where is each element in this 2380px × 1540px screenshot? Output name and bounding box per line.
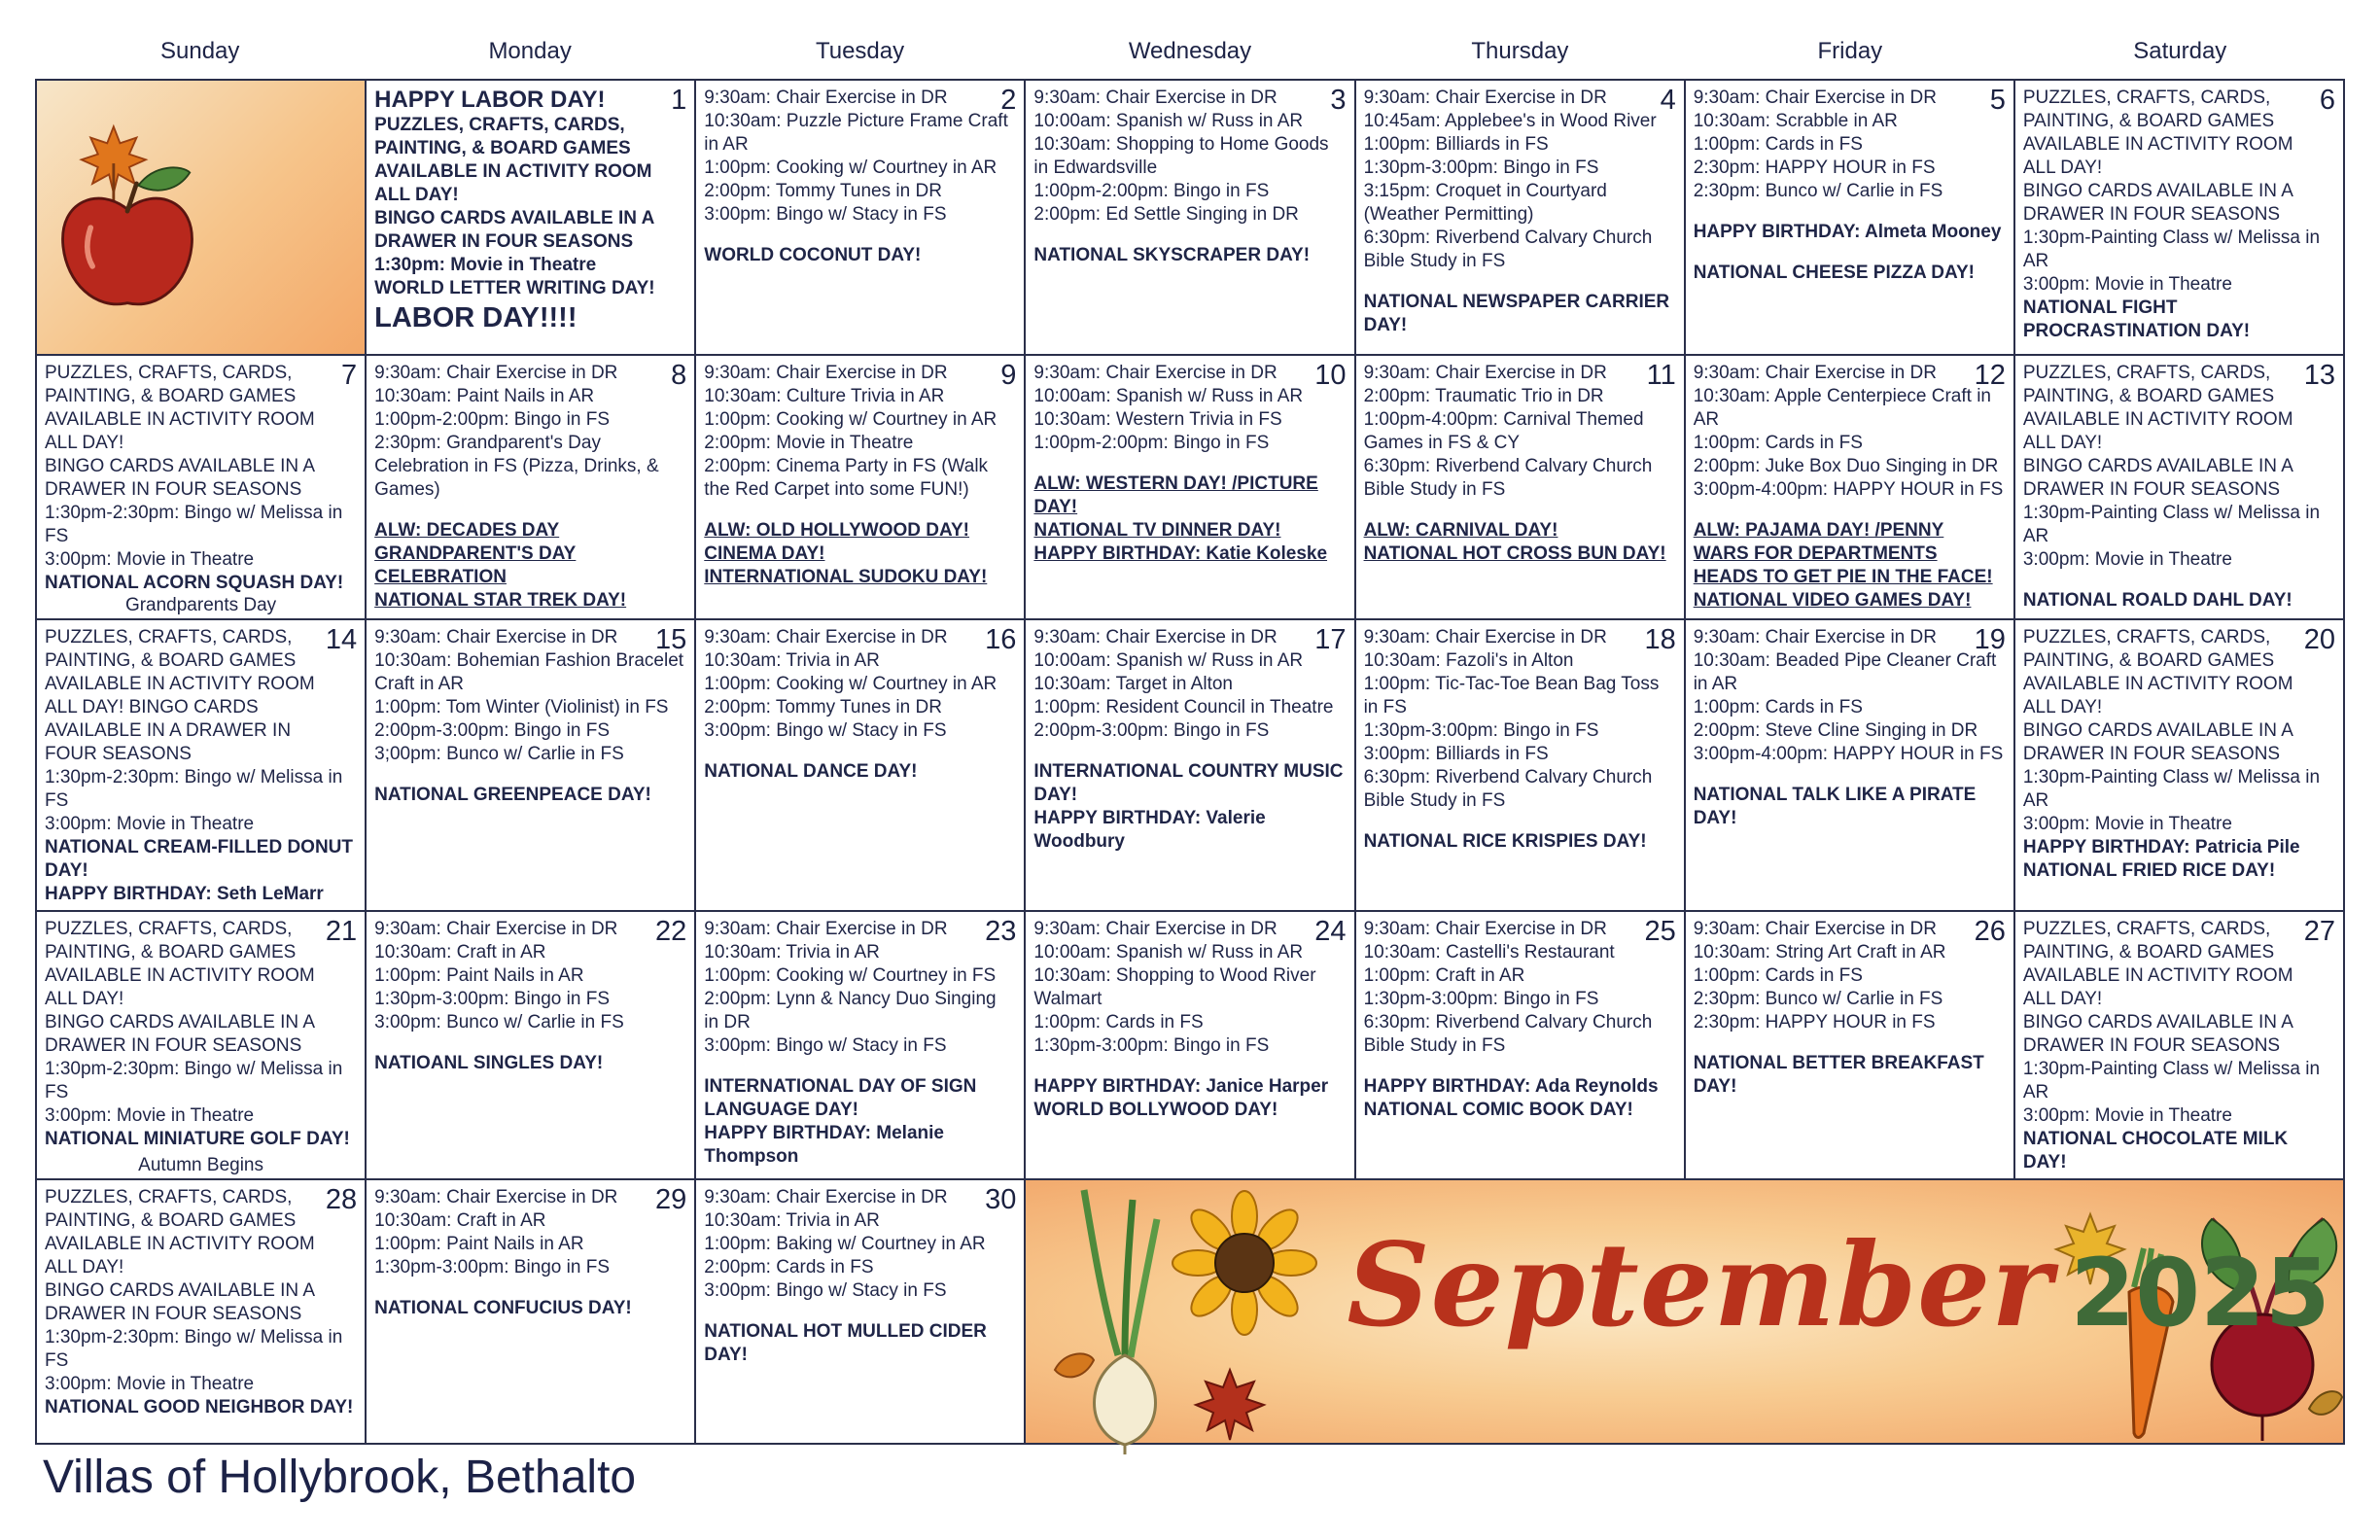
spacer	[374, 1279, 686, 1297]
event-line: 9:30am: Chair Exercise in DR	[1033, 627, 1278, 648]
onion-icon	[1084, 1190, 1157, 1454]
day-cell	[1026, 620, 1355, 912]
event-line: 9:30am: Chair Exercise in DR	[1363, 88, 1607, 108]
weekday-wednesday: Wednesday	[1128, 38, 1252, 64]
event-line: HAPPY BIRTHDAY: Janice Harper	[1033, 1076, 1329, 1098]
day-number: 26	[1974, 916, 2006, 948]
event-line: 9:30am: Chair Exercise in DR	[1033, 363, 1278, 384]
event-line: 10:30am: Puzzle Picture Frame Craft in AR	[704, 111, 1008, 155]
event-line: 3:00pm: Bingo w/ Stacy in FS	[704, 1280, 947, 1302]
day-cell	[696, 912, 1026, 1180]
event-line: 1:00pm-2:00pm: Bingo in FS	[374, 409, 610, 431]
day-cell	[1686, 356, 2015, 620]
event-line: 10:30am: String Art Craft in AR	[1693, 942, 1946, 963]
event-line: 2:00pm: Ed Settle Singing in DR	[1033, 204, 1299, 225]
day-number: 12	[1974, 360, 2006, 392]
event-line: NATIONAL ACORN SQUASH DAY!	[45, 573, 344, 594]
day-number: 15	[655, 624, 687, 656]
event-line: 1:00pm: Cooking w/ Courtney in AR	[704, 158, 998, 178]
event-line: 9:30am: Chair Exercise in DR	[1363, 627, 1607, 648]
day-number: 11	[1646, 360, 1676, 392]
event-line: 1:00pm: Billiards in FS	[1363, 134, 1549, 155]
event-line: 1:30pm-2:30pm: Bingo w/ Melissa in FS	[45, 767, 343, 812]
day-cell	[367, 912, 696, 1180]
event-line: BINGO CARDS AVAILABLE IN A DRAWER IN FOUR SEASONS	[45, 1012, 315, 1057]
event-line: 1:30pm-2:30pm: Bingo w/ Melissa in FS	[45, 1059, 343, 1103]
day-cell	[367, 356, 696, 620]
day-cell	[1356, 912, 1686, 1180]
day-cell	[37, 356, 367, 620]
event-line: 9:30am: Chair Exercise in DR	[1693, 627, 1937, 648]
event-line: NATIONAL TV DINNER DAY!	[1033, 520, 1281, 542]
event-line: 10:30am: Craft in AR	[374, 942, 546, 963]
event-line: 2:30pm: Bunco w/ Carlie in FS	[1693, 181, 1943, 201]
spacer	[1033, 1058, 1346, 1075]
event-line: NATIONAL GREENPEACE DAY!	[374, 785, 651, 806]
day-number: 18	[1644, 624, 1676, 656]
day-cell	[367, 620, 696, 912]
event-line: HAPPY BIRTHDAY: Katie Koleske	[1033, 543, 1328, 565]
event-line: 2:30pm: HAPPY HOUR in FS	[1693, 158, 1936, 178]
event-line: 9:30am: Chair Exercise in DR	[704, 627, 948, 648]
event-line: 10:30am: Craft in AR	[374, 1210, 546, 1232]
event-line: HAPPY BIRTHDAY: Ada Reynolds	[1363, 1076, 1659, 1098]
weekday-tuesday: Tuesday	[815, 38, 905, 64]
event-line: 1:00pm: Cards in FS	[1693, 965, 1863, 987]
event-line: 9:30am: Chair Exercise in DR	[374, 363, 618, 384]
event-line: BINGO CARDS AVAILABLE IN A DRAWER IN FOUR SEASONS	[2022, 456, 2292, 501]
event-line: 10:30am: Culture Trivia in AR	[704, 386, 945, 407]
event-line: 1:00pm: Baking w/ Courtney in AR	[704, 1234, 986, 1255]
event-line: 9:30am: Chair Exercise in DR	[1033, 88, 1278, 108]
day-cell	[696, 356, 1026, 620]
event-line: 9:30am: Chair Exercise in DR	[1693, 363, 1937, 384]
observance-label: Autumn Begins	[138, 1155, 263, 1176]
day-number: 6	[2319, 85, 2335, 116]
event-line: 2:30pm: HAPPY HOUR in FS	[1693, 1012, 1936, 1033]
day-cell	[1026, 81, 1355, 356]
event-line: PUZZLES, CRAFTS, CARDS, PAINTING, & BOARD GAMES AVAILABLE IN ACTIVITY ROOM ALL DAY! BINGO CARDS AVAILABLE IN A DRAWER IN FOUR SEASONS	[45, 627, 315, 765]
maple-leaf-icon	[82, 126, 146, 209]
event-line: NATIONAL FIGHT PROCRASTINATION DAY!	[2022, 298, 2251, 341]
event-line: GRANDPARENT'S DAY CELEBRATION	[374, 543, 577, 588]
event-line: 2:00pm: Traumatic Trio in DR	[1363, 386, 1604, 407]
event-line: BINGO CARDS AVAILABLE IN A DRAWER IN FOUR SEASONS	[2022, 1012, 2292, 1057]
event-line: INTERNATIONAL SUDOKU DAY!	[704, 567, 988, 588]
day-number: 10	[1314, 360, 1347, 392]
event-line: HAPPY BIRTHDAY: Melanie Thompson	[704, 1123, 944, 1168]
event-line: 1:30pm-3:00pm: Bingo in FS	[374, 989, 610, 1010]
calendar-grid	[35, 79, 2345, 1445]
event-line: HAPPY BIRTHDAY: Almeta Mooney	[1693, 222, 2002, 242]
day-number: 1	[671, 85, 687, 116]
day-number: 21	[325, 916, 358, 948]
event-line: 1:00pm: Resident Council in Theatre	[1033, 697, 1334, 718]
sunflower-icon	[1172, 1191, 1316, 1335]
event-line: 10:30am: Target in Alton	[1033, 674, 1233, 695]
event-line: 10:30am: Fazoli's in Alton	[1363, 650, 1574, 672]
event-line: ALW: CARNIVAL DAY!	[1363, 520, 1558, 542]
spacer	[374, 766, 686, 784]
event-line: 1:30pm-3:00pm: Bingo in FS	[1033, 1035, 1270, 1057]
spacer	[1694, 203, 2006, 221]
event-line: PUZZLES, CRAFTS, CARDS, PAINTING, & BOARD GAMES AVAILABLE IN ACTIVITY ROOM ALL DAY!	[2022, 919, 2293, 1010]
day-number: 30	[985, 1184, 1017, 1216]
day-cell	[37, 620, 367, 912]
day-cell	[1026, 356, 1355, 620]
day-cell	[1686, 620, 2015, 912]
day-cell	[696, 1180, 1026, 1445]
apple-illustration	[45, 87, 357, 350]
event-line: 6:30pm: Riverbend Calvary Church Bible Study in FS	[1363, 456, 1653, 501]
day-number: 19	[1974, 624, 2006, 656]
event-line: NATIONAL FRIED RICE DAY!	[2022, 860, 2276, 882]
event-line: 3:00pm: Movie in Theatre	[2022, 814, 2232, 835]
day-cell	[2015, 620, 2345, 912]
spacer	[1694, 766, 2006, 784]
day-cell	[1356, 81, 1686, 356]
event-line: 10:30am: Scrabble in AR	[1693, 111, 1898, 131]
day-cell	[1026, 912, 1355, 1180]
spacer	[2023, 572, 2335, 589]
event-line: 3:00pm: Billiards in FS	[1363, 744, 1549, 765]
weekday-friday: Friday	[1817, 38, 1883, 64]
day-number: 20	[2303, 624, 2335, 656]
day-cell	[37, 912, 367, 1180]
event-line: CINEMA DAY!	[704, 543, 825, 565]
event-line: 1:30pm-2:30pm: Bingo w/ Melissa in FS	[45, 1327, 343, 1372]
day-cell	[1356, 620, 1686, 912]
day-number: 17	[1314, 624, 1347, 656]
day-number: 16	[985, 624, 1017, 656]
event-line: 9:30am: Chair Exercise in DR	[1363, 919, 1607, 940]
event-line: 1:00pm-4:00pm: Carnival Themed Games in FS & CY	[1363, 409, 1644, 454]
event-line: 2:00pm: Lynn & Nancy Duo Singing in DR	[704, 989, 997, 1033]
event-line: PUZZLES, CRAFTS, CARDS, PAINTING, & BOARD GAMES AVAILABLE IN ACTIVITY ROOM ALL DAY!	[45, 1187, 315, 1278]
event-line: 3:00pm: Movie in Theatre	[45, 1374, 255, 1395]
weekday-saturday: Saturday	[2133, 38, 2227, 64]
event-line: 9:30am: Chair Exercise in DR	[374, 1187, 618, 1208]
spacer	[1364, 813, 1676, 830]
event-line: PUZZLES, CRAFTS, CARDS, PAINTING, & BOARD GAMES AVAILABLE IN ACTIVITY ROOM ALL DAY!	[374, 115, 652, 205]
event-line: 1:00pm: Paint Nails in AR	[374, 1234, 584, 1255]
event-line: 10:30am: Paint Nails in AR	[374, 386, 595, 407]
event-line: 1:30pm-Painting Class w/ Melissa in AR	[2022, 228, 2321, 271]
event-line: INTERNATIONAL DAY OF SIGN LANGUAGE DAY!	[704, 1076, 977, 1121]
event-line: 3:00pm: Movie in Theatre	[2022, 1105, 2232, 1127]
event-line: 10:00am: Spanish w/ Russ in AR	[1033, 942, 1304, 963]
event-line: 1:00pm: Tic-Tac-Toe Bean Bag Toss in FS	[1363, 674, 1660, 718]
event-line: 2:00pm-3:00pm: Bingo in FS	[1033, 720, 1270, 742]
event-line: NATIONAL CONFUCIUS DAY!	[374, 1298, 632, 1319]
day-cell	[367, 1180, 696, 1445]
event-line: PUZZLES, CRAFTS, CARDS, PAINTING, & BOARD GAMES AVAILABLE IN ACTIVITY ROOM ALL DAY!	[2022, 627, 2293, 718]
event-line: 3:00pm: Movie in Theatre	[2022, 274, 2232, 295]
event-line: NATIONAL TALK LIKE A PIRATE DAY!	[1693, 785, 1977, 829]
event-line: NATIONAL HOT MULLED CIDER DAY!	[704, 1321, 987, 1366]
day-cell	[696, 81, 1026, 356]
spacer	[1694, 502, 2006, 519]
community-name: Villas of Hollybrook, Bethalto	[43, 1452, 637, 1503]
event-line: 1:30pm-3:00pm: Bingo in FS	[1363, 720, 1599, 742]
event-line: 1:00pm: Cards in FS	[1693, 134, 1863, 155]
day-number: 14	[325, 624, 358, 656]
event-line: 3:00pm: Bingo w/ Stacy in FS	[704, 720, 947, 742]
event-line: HAPPY BIRTHDAY: Seth LeMarr	[45, 884, 324, 905]
event-line: WORLD BOLLYWOOD DAY!	[1033, 1100, 1278, 1121]
observance-label: Grandparents Day	[124, 595, 277, 616]
event-line: 3:00pm: Movie in Theatre	[45, 814, 255, 835]
day-cell	[1356, 356, 1686, 620]
event-line: BINGO CARDS AVAILABLE IN A DRAWER IN FOUR SEASONS	[2022, 720, 2292, 765]
event-line: NATIOANL SINGLES DAY!	[374, 1053, 604, 1074]
event-line: 1:00pm: Cooking w/ Courtney in FS	[704, 965, 997, 987]
spacer	[374, 1034, 686, 1052]
banner-month: September	[1347, 1217, 2053, 1353]
day-cell	[2015, 356, 2345, 620]
event-line: NATIONAL SKYSCRAPER DAY!	[1033, 245, 1311, 265]
day-number: 29	[655, 1184, 687, 1216]
event-line: NATIONAL DANCE DAY!	[704, 761, 918, 783]
event-line: 2:00pm: Steve Cline Singing in DR	[1693, 720, 1978, 742]
event-line: NATIONAL CREAM-FILLED DONUT DAY!	[45, 837, 353, 882]
event-line: NATIONAL MINIATURE GOLF DAY!	[45, 1129, 350, 1150]
spacer	[1694, 1034, 2006, 1052]
event-line: 1:30pm-3:00pm: Bingo in FS	[374, 1257, 610, 1278]
event-line: 1:30pm-Painting Class w/ Melissa in AR	[2022, 503, 2321, 547]
small-leaf-icon	[1055, 1354, 1094, 1378]
day-number: 4	[1660, 85, 1676, 116]
event-line: 1:00pm: Craft in AR	[1363, 965, 1525, 987]
spacer	[1364, 273, 1676, 291]
event-line: 1:00pm: Cards in FS	[1693, 433, 1863, 454]
event-line: NATIONAL NEWSPAPER CARRIER DAY!	[1363, 292, 1670, 335]
event-line: NATIONAL ROALD DAHL DAY!	[2022, 590, 2292, 612]
event-line: BINGO CARDS AVAILABLE IN A DRAWER IN FOUR SEASONS	[45, 456, 315, 501]
event-line: 2:30pm: Bunco w/ Carlie in FS	[1693, 989, 1943, 1010]
event-line: 9:30am: Chair Exercise in DR	[1693, 919, 1937, 940]
event-line: 10:00am: Spanish w/ Russ in AR	[1033, 386, 1304, 407]
event-line: 2:00pm: Tommy Tunes in DR	[704, 181, 942, 201]
day-number: 8	[671, 360, 687, 392]
event-line: ALW: OLD HOLLYWOOD DAY!	[704, 520, 969, 542]
weekday-monday: Monday	[488, 38, 572, 64]
event-line: PUZZLES, CRAFTS, CARDS, PAINTING, & BOARD GAMES AVAILABLE IN ACTIVITY ROOM ALL DAY!	[2022, 88, 2293, 178]
event-line: 9:30am: Chair Exercise in DR	[1033, 919, 1278, 940]
day-number: 5	[1989, 85, 2006, 116]
event-line: NATIONAL HOT CROSS BUN DAY!	[1363, 543, 1666, 565]
event-line: 3:00pm-4:00pm: HAPPY HOUR in FS	[1693, 744, 2004, 765]
event-line: 3:00pm: Bingo w/ Stacy in FS	[704, 204, 947, 225]
event-line: 10:30am: Castelli's Restaurant	[1363, 942, 1615, 963]
event-line: 2:00pm: Cinema Party in FS (Walk the Red Carpet into some FUN!)	[704, 456, 989, 501]
day-number: 13	[2303, 360, 2335, 392]
event-line: NATIONAL COMIC BOOK DAY!	[1363, 1100, 1633, 1121]
event-line: 6:30pm: Riverbend Calvary Church Bible Study in FS	[1363, 767, 1653, 812]
event-line: 1:00pm: Tom Winter (Violinist) in FS	[374, 697, 669, 718]
event-line: 1:30pm-2:30pm: Bingo w/ Melissa in FS	[45, 503, 343, 547]
event-line: 1:00pm: Cards in FS	[1033, 1012, 1204, 1033]
event-line: 9:30am: Chair Exercise in DR	[704, 88, 948, 108]
event-line: 1:30pm-Painting Class w/ Melissa in AR	[2022, 767, 2321, 812]
day-cell	[37, 1180, 367, 1445]
event-line: 1:00pm: Paint Nails in AR	[374, 965, 584, 987]
spacer	[1364, 1058, 1676, 1075]
event-line: 2:00pm: Tommy Tunes in DR	[704, 697, 942, 718]
event-line: 3:00pm: Movie in Theatre	[2022, 549, 2232, 571]
day-number: 2	[1000, 85, 1017, 116]
event-line: PUZZLES, CRAFTS, CARDS, PAINTING, & BOARD GAMES AVAILABLE IN ACTIVITY ROOM ALL DAY!	[2022, 363, 2293, 454]
event-line: INTERNATIONAL COUNTRY MUSIC DAY!	[1033, 761, 1344, 806]
spacer	[1694, 244, 2006, 262]
red-maple-leaf-icon	[1196, 1370, 1264, 1440]
spacer	[704, 1303, 1016, 1320]
event-line: 9:30am: Chair Exercise in DR	[704, 1187, 948, 1208]
event-line: HAPPY BIRTHDAY: Patricia Pile	[2022, 837, 2300, 858]
weekday-header-row	[35, 27, 2345, 76]
day-cell	[1686, 81, 2015, 356]
event-line: 10:30am: Apple Centerpiece Craft in AR	[1693, 386, 1991, 431]
event-line: ALW: PAJAMA DAY! /PENNY WARS FOR DEPARTMENTS HEADS TO GET PIE IN THE FACE!	[1693, 520, 1993, 588]
event-line: 2:00pm: Cards in FS	[704, 1257, 874, 1278]
day-number: 25	[1644, 916, 1676, 948]
spacer	[1033, 743, 1346, 760]
event-line: NATIONAL GOOD NEIGHBOR DAY!	[45, 1397, 354, 1418]
banner-year: 2025	[2070, 1239, 2330, 1348]
event-line: 1:30pm-Painting Class w/ Melissa in AR	[2022, 1059, 2321, 1103]
spacer	[704, 227, 1016, 244]
event-line: ALW: WESTERN DAY! /PICTURE DAY!	[1033, 473, 1318, 518]
event-line: 10:30am: Western Trivia in FS	[1033, 409, 1282, 431]
event-line: 1:00pm: Cooking w/ Courtney in AR	[704, 409, 998, 431]
spacer	[704, 743, 1016, 760]
event-line: BINGO CARDS AVAILABLE IN A DRAWER IN FOUR SEASONS	[45, 1280, 315, 1325]
spacer	[1364, 502, 1676, 519]
day-cell	[2015, 81, 2345, 356]
spacer	[1033, 455, 1346, 472]
event-line: NATIONAL CHOCOLATE MILK DAY!	[2022, 1129, 2289, 1173]
event-line: 10:30am: Beaded Pipe Cleaner Craft in AR	[1693, 650, 1997, 695]
event-line: 1:30pm-3:00pm: Bingo in FS	[1363, 158, 1599, 178]
event-line: 2:00pm: Juke Box Duo Singing in DR	[1693, 456, 1999, 477]
event-line: WORLD LETTER WRITING DAY!	[374, 278, 655, 298]
spacer	[374, 502, 686, 519]
event-line: 2:00pm: Movie in Theatre	[704, 433, 914, 454]
day-number: 22	[655, 916, 687, 948]
event-line: 10:00am: Spanish w/ Russ in AR	[1033, 650, 1304, 672]
event-line: 10:30am: Trivia in AR	[704, 650, 880, 672]
event-line: 1:00pm: Cards in FS	[1693, 697, 1863, 718]
spacer	[704, 1058, 1016, 1075]
event-line: 10:30am: Trivia in AR	[704, 942, 880, 963]
event-line: BINGO CARDS AVAILABLE IN A DRAWER IN FOUR SEASONS	[2022, 181, 2292, 225]
event-line: 3:00pm: Movie in Theatre	[45, 1105, 255, 1127]
weekday-sunday: Sunday	[160, 38, 240, 64]
event-line: 9:30am: Chair Exercise in DR	[374, 627, 618, 648]
spacer	[704, 502, 1016, 519]
day-number: 28	[325, 1184, 358, 1216]
event-line: 1:00pm: Cooking w/ Courtney in AR	[704, 674, 998, 695]
month-banner	[1026, 1180, 2345, 1445]
event-line: 10:45am: Applebee's in Wood River	[1363, 111, 1657, 131]
day-number: 9	[1000, 360, 1017, 392]
day-number: 24	[1314, 916, 1347, 948]
event-line: 3:00pm: Bingo w/ Stacy in FS	[704, 1035, 947, 1057]
event-line: 3;00pm: Bunco w/ Carlie in FS	[374, 744, 624, 765]
event-line: 10:00am: Spanish w/ Russ in AR	[1033, 111, 1304, 131]
brown-leaf-icon	[2309, 1391, 2342, 1415]
day-cell	[2015, 912, 2345, 1180]
event-line: LABOR DAY!!!!	[374, 302, 578, 333]
day-cell	[367, 81, 696, 356]
event-line: 6:30pm: Riverbend Calvary Church Bible Study in FS	[1363, 1012, 1653, 1057]
event-line: 10:30am: Shopping to Wood River Walmart	[1033, 965, 1316, 1010]
event-line: PUZZLES, CRAFTS, CARDS, PAINTING, & BOARD GAMES AVAILABLE IN ACTIVITY ROOM ALL DAY!	[45, 363, 315, 454]
event-line: 9:30am: Chair Exercise in DR	[1363, 363, 1607, 384]
event-line: 9:30am: Chair Exercise in DR	[704, 919, 948, 940]
event-line: 9:30am: Chair Exercise in DR	[374, 919, 618, 940]
event-line: HAPPY BIRTHDAY: Valerie Woodbury	[1033, 808, 1266, 853]
event-line: 3:00pm: Bunco w/ Carlie in FS	[374, 1012, 624, 1033]
event-line: 6:30pm: Riverbend Calvary Church Bible Study in FS	[1363, 228, 1653, 271]
banner-title	[1347, 1217, 2329, 1361]
event-line: PUZZLES, CRAFTS, CARDS, PAINTING, & BOARD GAMES AVAILABLE IN ACTIVITY ROOM ALL DAY!	[45, 919, 315, 1010]
event-line: HAPPY LABOR DAY!	[374, 87, 606, 113]
event-line: 3:00pm-4:00pm: HAPPY HOUR in FS	[1693, 479, 2004, 501]
event-line: 3:00pm: Movie in Theatre	[45, 549, 255, 571]
event-line: 10:30am: Bohemian Fashion Bracelet Craft in AR	[374, 650, 684, 695]
event-line: NATIONAL CHEESE PIZZA DAY!	[1693, 262, 1975, 283]
event-line: 3:15pm: Croquet in Courtyard (Weather Permitting)	[1363, 181, 1607, 225]
event-line: 1:30pm-3:00pm: Bingo in FS	[1363, 989, 1599, 1010]
event-line: 9:30am: Chair Exercise in DR	[704, 363, 948, 384]
event-line: NATIONAL BETTER BREAKFAST DAY!	[1693, 1053, 1984, 1098]
event-line: WORLD COCONUT DAY!	[704, 245, 922, 265]
day-number: 27	[2303, 916, 2335, 948]
event-line: 1:30pm: Movie in Theatre	[374, 255, 597, 275]
day-number: 7	[341, 360, 358, 392]
event-line: NATIONAL RICE KRISPIES DAY!	[1363, 831, 1647, 853]
day-cell	[1686, 912, 2015, 1180]
day-cell	[696, 620, 1026, 912]
event-line: 9:30am: Chair Exercise in DR	[1693, 88, 1937, 108]
event-line: 10:30am: Shopping to Home Goods in Edwardsville	[1033, 134, 1329, 178]
event-line: 10:30am: Trivia in AR	[704, 1210, 880, 1232]
weekday-thursday: Thursday	[1471, 38, 1569, 64]
day-number: 23	[985, 916, 1017, 948]
event-line: 1:00pm-2:00pm: Bingo in FS	[1033, 433, 1270, 454]
event-line: NATIONAL STAR TREK DAY!	[374, 590, 627, 612]
event-line: 1:00pm-2:00pm: Bingo in FS	[1033, 181, 1270, 201]
event-line: ALW: DECADES DAY	[374, 520, 560, 542]
event-line: 2:00pm-3:00pm: Bingo in FS	[374, 720, 610, 742]
decorative-image-cell	[37, 81, 367, 356]
spacer	[1033, 227, 1346, 244]
apple-icon	[63, 167, 192, 303]
day-number: 3	[1330, 85, 1347, 116]
event-line: NATIONAL VIDEO GAMES DAY!	[1693, 590, 1972, 612]
event-line: BINGO CARDS AVAILABLE IN A DRAWER IN FOUR SEASONS	[374, 208, 654, 252]
event-line: 2:30pm: Grandparent's Day Celebration in FS (Pizza, Drinks, & Games)	[374, 433, 659, 501]
